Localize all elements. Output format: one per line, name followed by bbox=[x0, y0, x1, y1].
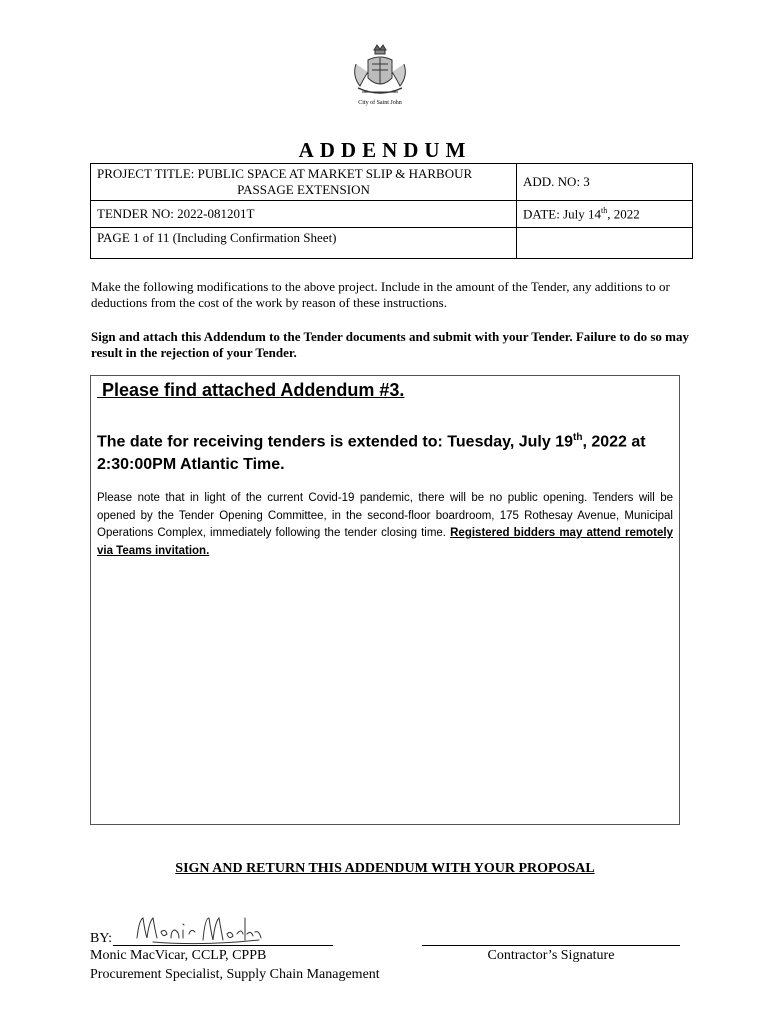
empty-cell bbox=[517, 228, 693, 259]
date-prefix: DATE: July 14 bbox=[523, 206, 601, 222]
remote-attendance-note: Registered bidders may attend remotely via Teams invitation. bbox=[97, 527, 673, 557]
tender-no: TENDER NO: 2022-081201T bbox=[97, 206, 255, 221]
page-row bbox=[91, 228, 693, 259]
crest-caption: City of Saint John bbox=[358, 100, 402, 106]
project-title-line2: PASSAGE EXTENSION bbox=[237, 182, 370, 197]
sign-instructions: Sign and attach this Addendum to the Tender documents and submit with your Tender. Failure to do so may result in the rejection of your Tender. bbox=[91, 329, 690, 360]
by-label: BY: bbox=[90, 931, 113, 946]
intro-paragraph: Make the following modifications to the above project. Include in the amount of the Tender, any additions to or deductions from the cost of the work by reason of these instructions. bbox=[91, 279, 670, 310]
handwritten-signature bbox=[133, 912, 263, 948]
project-info-table bbox=[90, 163, 693, 259]
add-no: ADD. NO: 3 bbox=[523, 174, 590, 189]
signer-role: Procurement Specialist, Supply Chain Management bbox=[90, 967, 380, 982]
page-count: PAGE 1 of 11 (Including Confirmation Sheet) bbox=[97, 230, 337, 245]
closing-date-sup: th bbox=[573, 432, 583, 443]
date-cell bbox=[517, 201, 693, 228]
date-sup: th bbox=[601, 205, 608, 215]
contractor-signature-line bbox=[422, 945, 680, 946]
signer-name: Monic MacVicar, CCLP, CPPB bbox=[90, 948, 267, 963]
closing-date-suffix: , 2022 at 2:30:00PM Atlantic Time. bbox=[97, 433, 646, 474]
sign-return-instruction: SIGN AND RETURN THIS ADDENDUM WITH YOUR PROPOSAL bbox=[175, 861, 595, 876]
page-cell bbox=[91, 228, 517, 259]
contractor-signature-label: Contractor’s Signature bbox=[487, 948, 615, 963]
tender-row bbox=[91, 201, 693, 228]
covid-note-text: Please note that in light of the current Covid-19 pandemic, there will be no public opening. Tenders will be opened by the Tender Opening Committee, in the second-floor boardroom, 175 Rothesay Avenue, Municipal Operations Complex, immediately following the tender closing time. bbox=[97, 492, 673, 539]
project-title-row bbox=[91, 164, 693, 201]
date-suffix: , 2022 bbox=[607, 206, 640, 222]
add-no-cell bbox=[517, 164, 693, 201]
tender-no-cell bbox=[91, 201, 517, 228]
page-title: ADDENDUM bbox=[298, 138, 472, 162]
project-title-cell bbox=[91, 164, 517, 201]
project-title-line1: PROJECT TITLE: PUBLIC SPACE AT MARKET SLIP & HARBOUR bbox=[97, 166, 473, 181]
addendum-heading: Please find attached Addendum #3. bbox=[97, 380, 405, 400]
addendum-content-box bbox=[90, 375, 680, 825]
closing-date-prefix: The date for receiving tenders is extended to: Tuesday, July 19 bbox=[97, 433, 573, 451]
covid-note bbox=[97, 490, 673, 560]
closing-date-line bbox=[97, 426, 667, 476]
